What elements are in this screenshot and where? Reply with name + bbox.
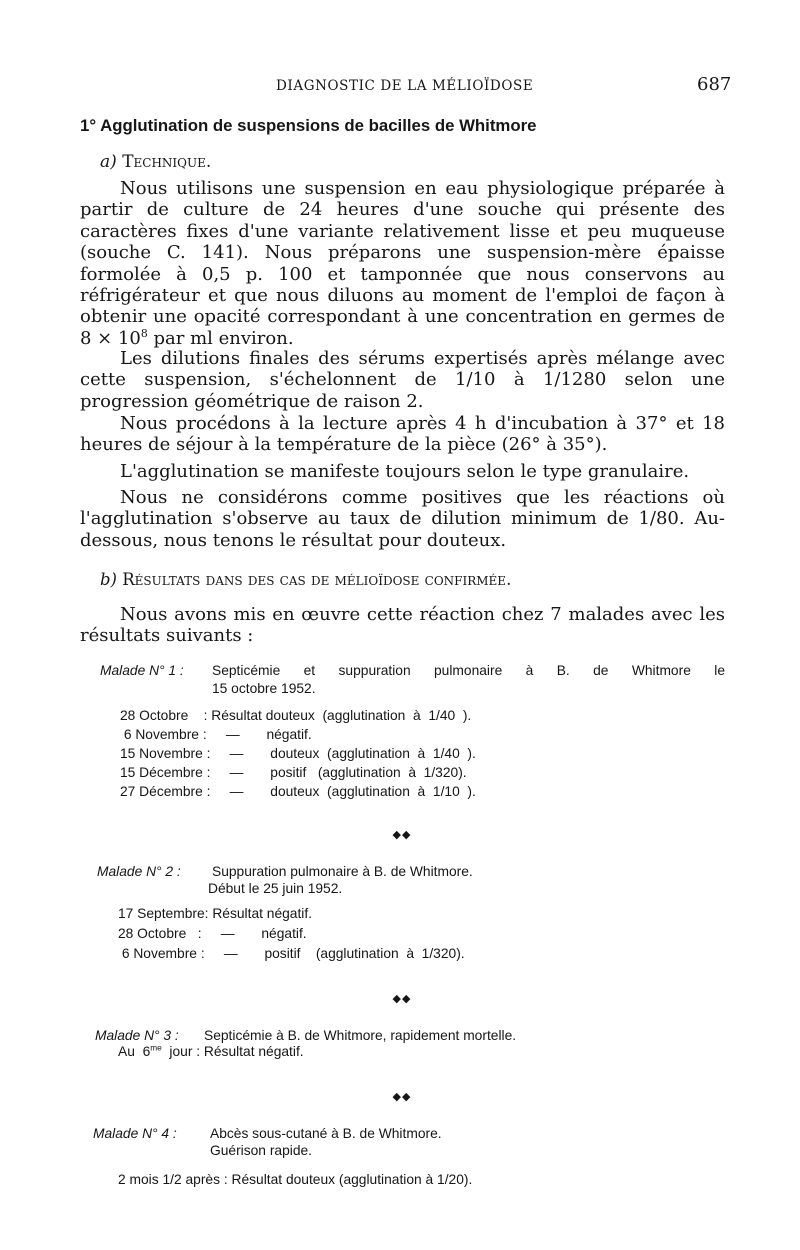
case-1-result-5: 27 Décembre : — douteux (agglutination à 1/10 ). <box>120 784 476 799</box>
case-3-diagnosis-line1: Septicémie à B. de Whitmore, rapidement mortelle. <box>204 1028 517 1043</box>
case-3-result <box>118 1044 304 1059</box>
section-heading <box>80 116 536 136</box>
technique-paragraph-2: Les dilutions finales des sérums expertisés après mélange avec cette suspension, s'échelonnent de 1/10 à 1/1280 selon une progression géométrique de raison 2. <box>80 348 725 412</box>
case-1-diagnosis-line1: Septicémie et suppuration pulmonaire à B. de Whitmore le <box>212 663 725 678</box>
case-1-header <box>100 663 184 678</box>
page-header <box>0 74 800 100</box>
separator-2: ◆◆ <box>392 992 412 1005</box>
case-3-label: Malade N° 3 : <box>95 1028 179 1043</box>
case-2-diagnosis-line2: Début le 25 juin 1952. <box>208 881 343 896</box>
case-2-header <box>97 864 181 879</box>
case-3-result-prefix: Au <box>118 1044 135 1059</box>
subsection-a-heading <box>100 152 211 172</box>
subsection-b-title: Résultats dans des cas de mélioïdose confirmée. <box>122 570 512 589</box>
case-4-diagnosis-line1: Abcès sous-cutané à B. de Whitmore. <box>210 1126 442 1141</box>
case-2-diagnosis-line1: Suppuration pulmonaire à B. de Whitmore. <box>212 864 473 879</box>
case-4-header <box>93 1126 177 1141</box>
technique-paragraph-1-exponent: 8 <box>140 326 148 340</box>
case-1-result-3: 15 Novembre : — douteux (agglutination à 1/40 ). <box>120 746 476 761</box>
section-title: Agglutination de suspensions de bacilles de Whitmore <box>100 116 537 135</box>
case-1-diagnosis-line2: 15 octobre 1952. <box>212 681 316 696</box>
case-1-label: Malade N° 1 : <box>100 663 184 678</box>
technique-paragraph-4: L'agglutination se manifeste toujours selon le type granulaire. <box>120 461 690 482</box>
case-4-diagnosis-line2: Guérison rapide. <box>210 1143 313 1158</box>
technique-paragraph-3: Nous procédons à la lecture après 4 h d'incubation à 37° et 18 heures de séjour à la température de la pièce (26° à 35°). <box>80 413 725 456</box>
running-title: DIAGNOSTIC DE LA MÉLIOÏDOSE <box>276 78 534 94</box>
case-2-result-3: 6 Novembre : — positif (agglutination à 1/320). <box>118 946 465 961</box>
subsection-a-title: Technique. <box>122 152 212 172</box>
separator-3: ◆◆ <box>392 1090 412 1103</box>
section-number: 1° <box>80 116 97 135</box>
case-1-result-1: 28 Octobre : Résultat douteux (agglutination à 1/40 ). <box>120 708 472 723</box>
subsection-a-marker: a) <box>100 152 117 172</box>
case-2-result-1: 17 Septembre: Résultat négatif. <box>118 906 313 921</box>
separator-1: ◆◆ <box>392 828 412 841</box>
technique-paragraph-1-end: par ml environ. <box>147 327 294 349</box>
case-3-result-sup: me <box>150 1043 162 1053</box>
case-4-result-1: 2 mois 1/2 après : Résultat douteux (agglutination à 1/20). <box>118 1172 473 1187</box>
case-3-result-text: jour : Résultat négatif. <box>169 1044 304 1059</box>
case-2-label: Malade N° 2 : <box>97 864 181 879</box>
case-2-result-2: 28 Octobre : — négatif. <box>118 926 307 941</box>
case-1-result-4: 15 Décembre : — positif (agglutination à 1/320). <box>120 765 467 780</box>
technique-paragraph-5: Nous ne considérons comme positives que les réactions où l'agglutination s'observe au taux de dilution minimum de 1/80. Au-dessous, nous tenons le résultat pour douteux. <box>80 487 725 551</box>
technique-paragraph-1 <box>80 178 725 349</box>
technique-paragraph-1-text: Nous utilisons une suspension en eau physiologique préparée à partir de culture de 24 heures d'une souche qui présente des caractères fixes d'une variante relativement lisse et peu muqueuse (souche C. 141). Nous préparons une suspension-mère épaisse formolée à 0,5 p. 100 et tamponnée que nous conservons au réfrigérateur et que nous diluons au moment de l'emploi de façon à obtenir une opacité correspondant à une concentration en germes de 8 × 10 <box>80 178 725 349</box>
page-number: 687 <box>697 74 732 95</box>
subsection-b-heading <box>100 570 511 589</box>
case-4-label: Malade N° 4 : <box>93 1126 177 1141</box>
case-1-result-2: 6 Novembre : — négatif. <box>120 727 312 742</box>
case-3-result-day: 6 <box>142 1044 151 1059</box>
results-intro: Nous avons mis en œuvre cette réaction chez 7 malades avec les résultats suivants : <box>80 604 725 647</box>
subsection-b-marker: b) <box>100 570 117 589</box>
case-3-header <box>95 1028 179 1043</box>
